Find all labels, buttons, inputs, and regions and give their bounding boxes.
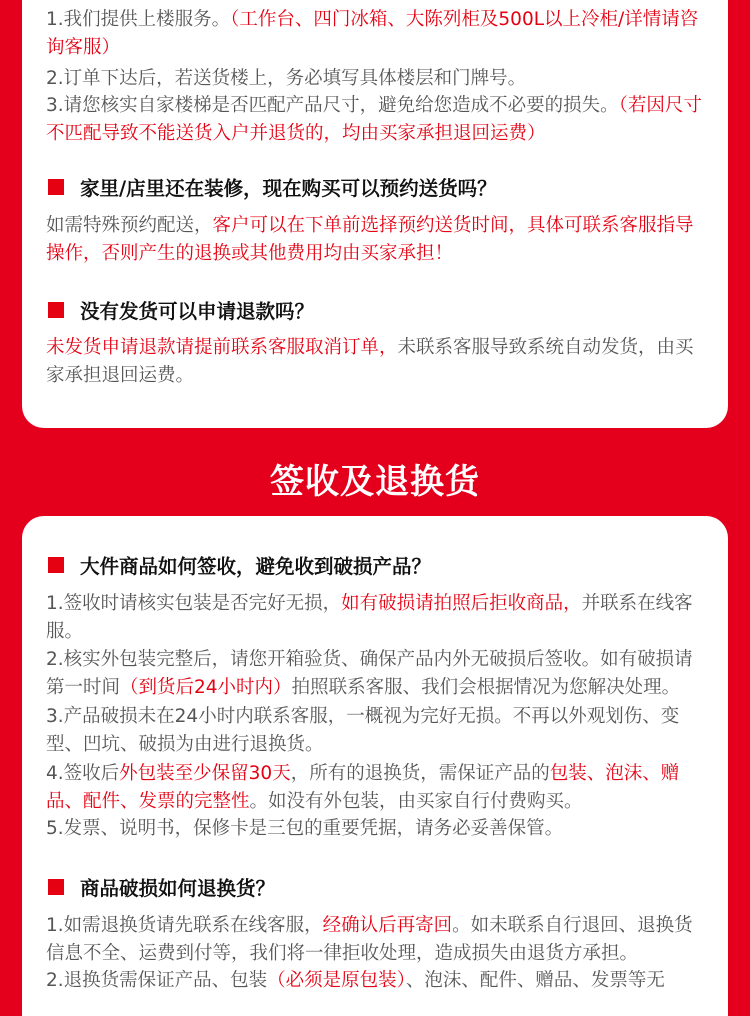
question-title: 没有发货可以申请退款吗？ bbox=[80, 300, 315, 323]
text-segment: 、泡沫、配件、赠品、发票等无 bbox=[405, 970, 665, 991]
question-heading bbox=[48, 551, 431, 579]
text-segment: 3.产品破损未在24小时内联系客服，一概视为完好无损。不再以外观划伤、变型、凹坑、破损为由进行退换货。 bbox=[46, 706, 680, 755]
question-title: 商品破损如何退换货？ bbox=[80, 877, 276, 900]
text-segment: 2.退换货需保证产品、包装 bbox=[46, 970, 268, 991]
text-segment: 。如未联系自行退回、退换货信息不全、运费到付等，我们将一律拒收处理，造成损失由退货方承担。 bbox=[46, 915, 693, 964]
text-segment: 2.核实外包装完整后，请您开箱验货、确保产品内外无破损后签收。如有破损请第一时间 bbox=[46, 649, 693, 698]
top-item-3 bbox=[46, 92, 708, 147]
text-segment: 。如没有外包装，由买家自行付费购买。 bbox=[249, 790, 583, 812]
red-square-icon bbox=[48, 557, 64, 573]
text-segment: （必须是原包装） bbox=[267, 970, 406, 991]
text-segment: 如有破损请拍照后拒收商品， bbox=[341, 593, 582, 614]
section-title: 签收及退换货 bbox=[270, 462, 480, 502]
question-title: 家里/店里还在装修，现在购买可以预约送货吗？ bbox=[80, 177, 497, 200]
list-item bbox=[46, 646, 708, 701]
answer-text bbox=[46, 212, 708, 267]
list-item bbox=[46, 590, 708, 645]
text-segment: ，所有的退换货，需保证产品的 bbox=[290, 763, 550, 784]
red-square-icon bbox=[48, 179, 64, 195]
list-item bbox=[46, 912, 708, 967]
text-segment: 客户可以在下单前选择预约送货时间，具体可联系客服指导操作，否则产生的退换或其他费用均由买家承担！ bbox=[46, 215, 694, 264]
answer-text bbox=[46, 334, 708, 389]
text-segment: 如需特殊预约配送， bbox=[46, 215, 213, 236]
text-segment: 4.签收后 bbox=[46, 763, 120, 784]
text-segment: （工作台、四门冰箱、大陈列柜及500L以上冷柜/详情请咨询客服） bbox=[46, 9, 699, 58]
list-item bbox=[46, 815, 708, 843]
question-heading bbox=[48, 873, 275, 901]
list-item bbox=[46, 703, 708, 758]
text-segment: 经确认后再寄回 bbox=[322, 915, 453, 936]
question-heading bbox=[48, 296, 314, 324]
text-segment: （到货后24小时内） bbox=[120, 676, 292, 698]
text-segment: 1.签收时请核实包装是否完好无损， bbox=[46, 593, 342, 614]
question-title: 大件商品如何签收，避免收到破损产品？ bbox=[80, 555, 432, 578]
list-item bbox=[46, 760, 708, 815]
text-segment: 外包装至少保留30天 bbox=[119, 763, 291, 784]
question-heading bbox=[48, 173, 497, 201]
text-segment: 5.发票、说明书，保修卡是三包的重要凭据，请务必妥善保管。 bbox=[46, 818, 564, 839]
text-segment: 未发货申请退款请提前联系客服取消订单， bbox=[46, 337, 398, 358]
text-segment: 1.如需退换货请先联系在线客服， bbox=[46, 915, 323, 936]
text-segment: （若因尺寸不匹配导致不能送货入户并退货的，均由买家承担退回运费） bbox=[46, 95, 702, 144]
top-item-1 bbox=[46, 6, 708, 61]
text-segment: 包装、泡沫、赠品、配件、发票的完整性 bbox=[46, 763, 680, 812]
red-square-icon bbox=[48, 879, 64, 895]
text-segment: 未联系客服导致系统自动发货，由买家承担退回运费。 bbox=[46, 337, 694, 386]
text-segment: 并联系在线客服。 bbox=[46, 593, 693, 642]
list-item bbox=[46, 967, 708, 995]
top-item-2 bbox=[46, 65, 708, 93]
text-segment: 1.我们提供上楼服务。 bbox=[46, 9, 231, 30]
text-segment: 3.请您核实自家楼梯是否匹配产品尺寸，避免给您造成不必要的损失。 bbox=[46, 95, 619, 116]
text-segment: 2.订单下达后，若送货楼上，务必填写具体楼层和门牌号。 bbox=[46, 68, 527, 89]
red-square-icon bbox=[48, 302, 64, 318]
text-segment: 拍照联系客服、我们会根据情况为您解决处理。 bbox=[291, 676, 681, 698]
